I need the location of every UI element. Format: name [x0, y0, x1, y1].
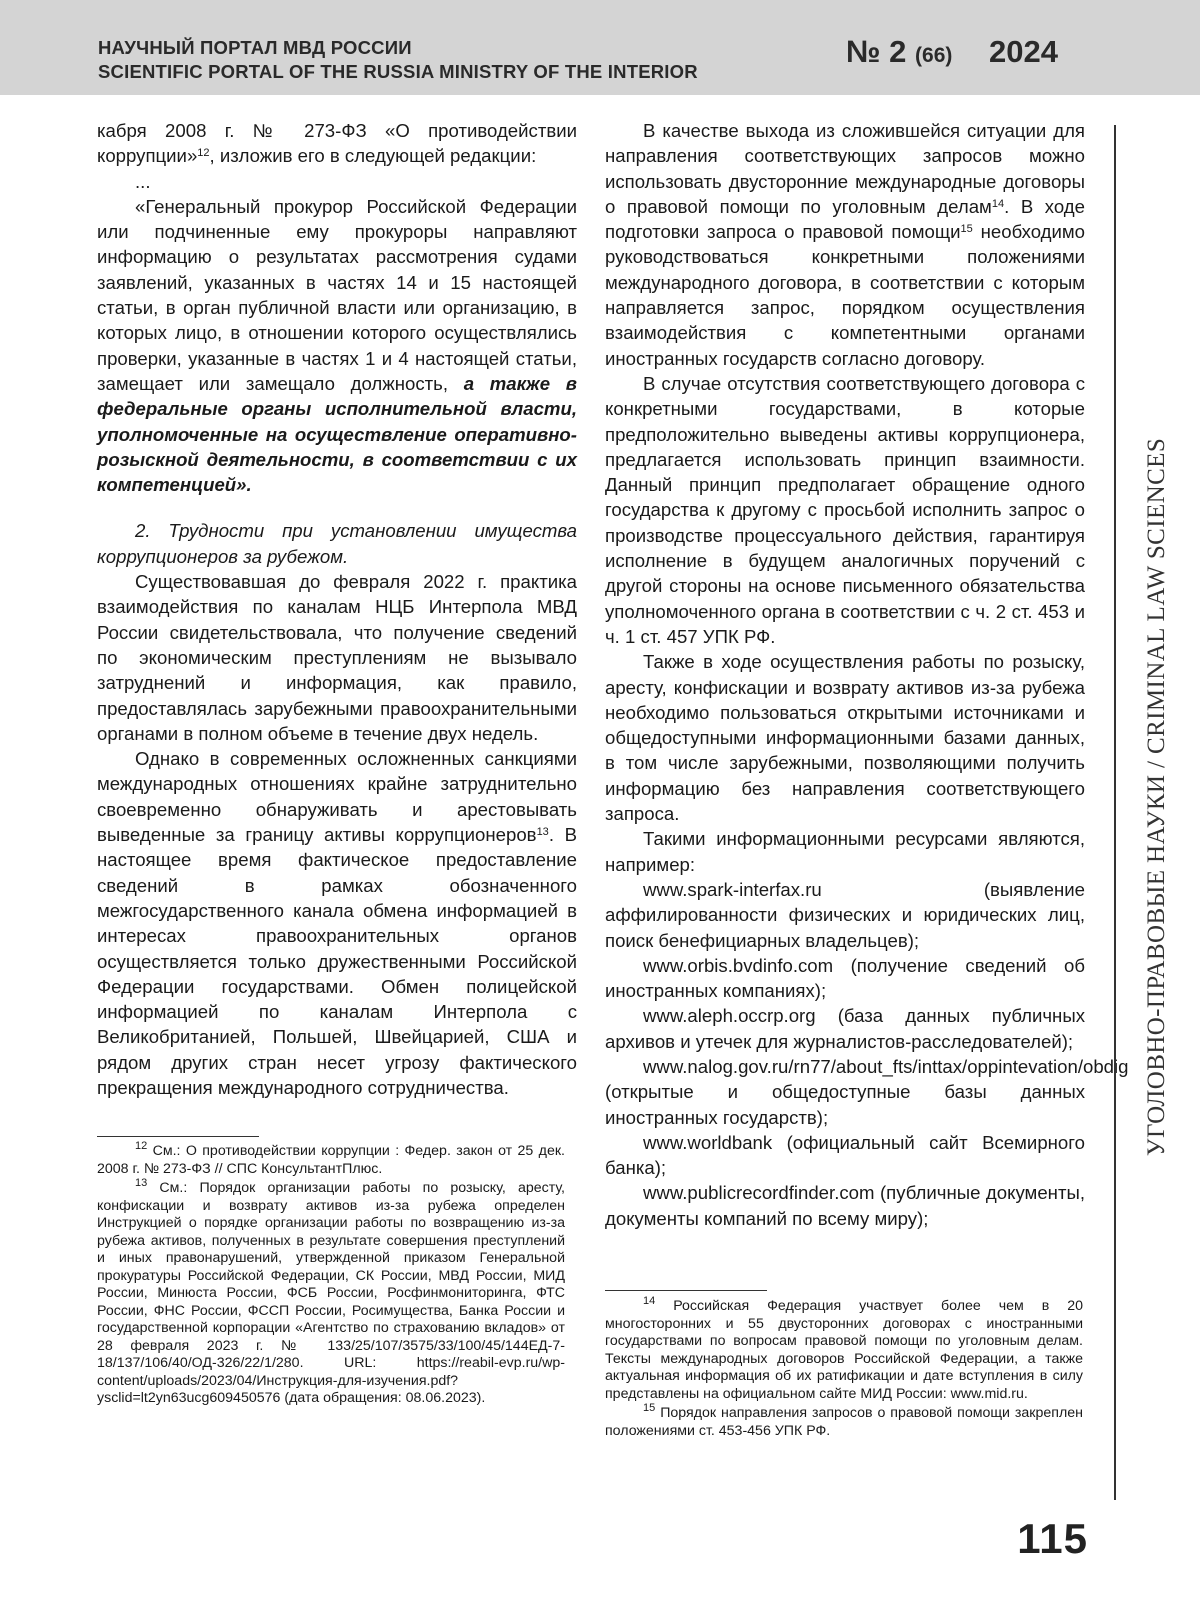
journal-title-ru: НАУЧНЫЙ ПОРТАЛ МВД РОССИИ — [98, 37, 412, 58]
left-footnote-rule — [97, 1136, 259, 1137]
quote-emphasis: а также в федеральные органы исполнительной власти, уполномоченные на осуществление оперативно-розыскной деятельности, в соответствии с их компетенцией». — [97, 372, 577, 496]
right-paragraph-2: В случае отсутствия соответствующего договора с конкретными государствами, в которые предположительно выведены активы коррупционера, предлагается использовать принцип взаимности. Данный принцип предполагает обращение одного государства к другому с просьбой исполнить запрос о производстве процессуального действия, гарантируя исполнение в будущем аналогичных поручений с другой стороны на основе письменного обязательства уполномоченного органа в соответствии с ч. 2 ст. 453 и ч. 1 ст. 457 УПК РФ. — [605, 372, 1085, 647]
side-divider — [1114, 125, 1116, 1500]
resource-item: www.worldbank (официальный сайт Всемирного банка); — [605, 1131, 1085, 1179]
right-paragraph-4: Такими информационными ресурсами являются, например: — [605, 828, 1085, 875]
resource-item: www.orbis.bvdinfo.com (получение сведений об иностранных компаниях); — [605, 954, 1085, 1002]
right-paragraph-1: В качестве выхода из сложившейся ситуации для направления соответствующих запросов можно использовать двусторонние международные договоры о правовой помощи по уголовным делам$^{14}$. В ходе подготовки запроса о правовой помощи$^{15}$ необходимо руководствоваться конкретными положениями международного договора, в соответствии с которым направляется запрос, порядком осуществления взаимодействия с компетентными органами иностранных государств согласно договору. — [605, 120, 1086, 369]
issue-year: 2024 — [989, 34, 1058, 69]
footnote-12: $^{12}$ См.: О противодействии коррупции : Федер. закон от 25 дек. 2008 г. № 273-ФЗ // СПС КонсультантПлюс. — [97, 1140, 565, 1177]
resource-item: www.publicrecordfinder.com (публичные документы, документы компаний по всему миру); — [605, 1182, 1085, 1229]
left-footnotes — [97, 1140, 565, 1410]
footnote-15: $^{15}$ Порядок направления запросов о правовой помощи закреплен положениями ст. 453-456 УПК РФ. — [605, 1402, 1083, 1439]
footnote-ref-12[interactable]: 12 — [197, 147, 210, 160]
journal-header — [0, 0, 1200, 95]
footnote-ref-13[interactable]: 13 — [536, 826, 549, 839]
ellipsis: ... — [135, 170, 151, 192]
footnote-ref-14[interactable]: 14 — [991, 197, 1005, 210]
footnote-ref-15[interactable]: 15 — [960, 223, 973, 236]
footnote-13: $^{13}$ См.: Порядок организации работы по розыску, аресту, конфискации и возврату активов из-за рубежа определен Инструкцией о порядке организации работы по возвращению из-за рубежа активов, полученных в результате совершения преступлений и иных правонарушений, утвержденной приказом Генеральной прокуратуры Российской Федерации, СК России, МВД России, МИД России, Минюста России, ФСБ России, Росфинмониторинга, ФТС России, ФНС России, ФССП России, Росимущества, Банка России и государственной корпорации «Агентство по страхованию вкладов» от 28 февраля 2023 г. № 133/25/107/3575/33/100/45/144ЕД-7-18/137/106/40/ОД-326/22/1/280. URL: https://reabil-evp.ru/wp-content/uploads/2023/04/Инструкция-для-изучения.pdf?ysclid=lt2yn63ucg609450576 (дата обращения: 08.06.2023). — [97, 1177, 565, 1406]
issue-info — [846, 34, 1058, 70]
right-footnote-rule — [605, 1290, 767, 1291]
resource-item: www.aleph.occrp.org (база данных публичных архивов и утечек для журналистов-расследователей); — [605, 1005, 1085, 1052]
section-heading: 2. Трудности при установлении имущества коррупционеров за рубежом. — [97, 520, 577, 567]
right-column — [605, 118, 1129, 1231]
left-column — [97, 118, 577, 1100]
section-side-label: УГОЛОВНО-ПРАВОВЫЕ НАУКИ / CRIMINAL LAW SCIENCES — [1143, 437, 1170, 1157]
issue-total: (66) — [915, 44, 953, 67]
left-paragraph-3: Однако в современных осложненных санкциями международных отношениях крайне затруднительно своевременно обнаруживать и арестовывать выведенные за границу активы коррупционеров$^{13}$. В настоящее время фактическое предоставление сведений в рамках обозначенного межгосударственного канала обмена информацией в интересах правоохранительных органов осуществляется только дружественными Российской Федерации государствами. Обмен полицейской информацией по каналам Интерпола с Великобританией, Польшей, Швейцарией, США и рядом других стран несет угрозу фактического прекращения международного сотрудничества. — [97, 748, 577, 1098]
resource-item: www.nalog.gov.ru/rn77/about_fts/inttax/oppintevation/obdig (открытые и общедоступные базы данных иностранных государств); — [605, 1055, 1129, 1128]
resource-item: www.spark-interfax.ru (выявление аффилированности физических и юридических лиц, поиск бенефициарных владельцев); — [605, 878, 1085, 951]
journal-title — [98, 36, 698, 84]
page-number: 115 — [1017, 1515, 1088, 1562]
right-paragraph-3: Также в ходе осуществления работы по розыску, аресту, конфискации и возврату активов из-за рубежа необходимо пользоваться открытыми источниками и общедоступными информационными базами данных, в том числе зарубежными, позволяющими получить информацию без направления соответствующего запроса. — [605, 651, 1085, 825]
left-paragraph-2: Существовавшая до февраля 2022 г. практика взаимодействия по каналам НЦБ Интерпола МВД России свидетельствовала, что получение сведений по экономическим преступлениям не вызывало затруднений и информация, как правило, предоставлялась зарубежными правоохранительными органами в полном объеме в течение двух недель. — [97, 571, 577, 744]
footnote-14: $^{14}$ Российская Федерация участвует более чем в 20 многосторонних и 55 двусторонних договорах с иностранными государствами по вопросам правовой помощи по уголовным делам. Тексты международных договоров Российской Федерации, а также актуальная информация об их ратификации и дате вступления в силу представлены на официальном сайте МИД России: www.mid.ru. — [605, 1295, 1083, 1402]
issue-number: № 2 — [846, 34, 907, 69]
right-footnotes — [605, 1295, 1083, 1442]
quote-paragraph: «Генеральный прокурор Российской Федерации или подчиненные ему прокуроры направляют информацию о результатах рассмотрения судами заявлений, указанных в частях 14 и 15 настоящей статьи, в орган публичной власти или организацию, в которых лицо, в отношении которого осуществлялись проверки, указанные в частях 1 и 4 настоящей статьи, замещает или замещало должность, а также в федеральные органы исполнительной власти, уполномоченные на осуществление оперативно-розыскной деятельности, в соответствии с их компетенцией». — [97, 195, 577, 496]
left-paragraph-1: кабря 2008 г. № 273-ФЗ «О противодействии коррупции»$^{12}$, изложив его в следующей редакции: — [97, 120, 577, 167]
journal-title-en: SCIENTIFIC PORTAL OF THE RUSSIA MINISTRY OF THE INTERIOR — [98, 61, 698, 82]
